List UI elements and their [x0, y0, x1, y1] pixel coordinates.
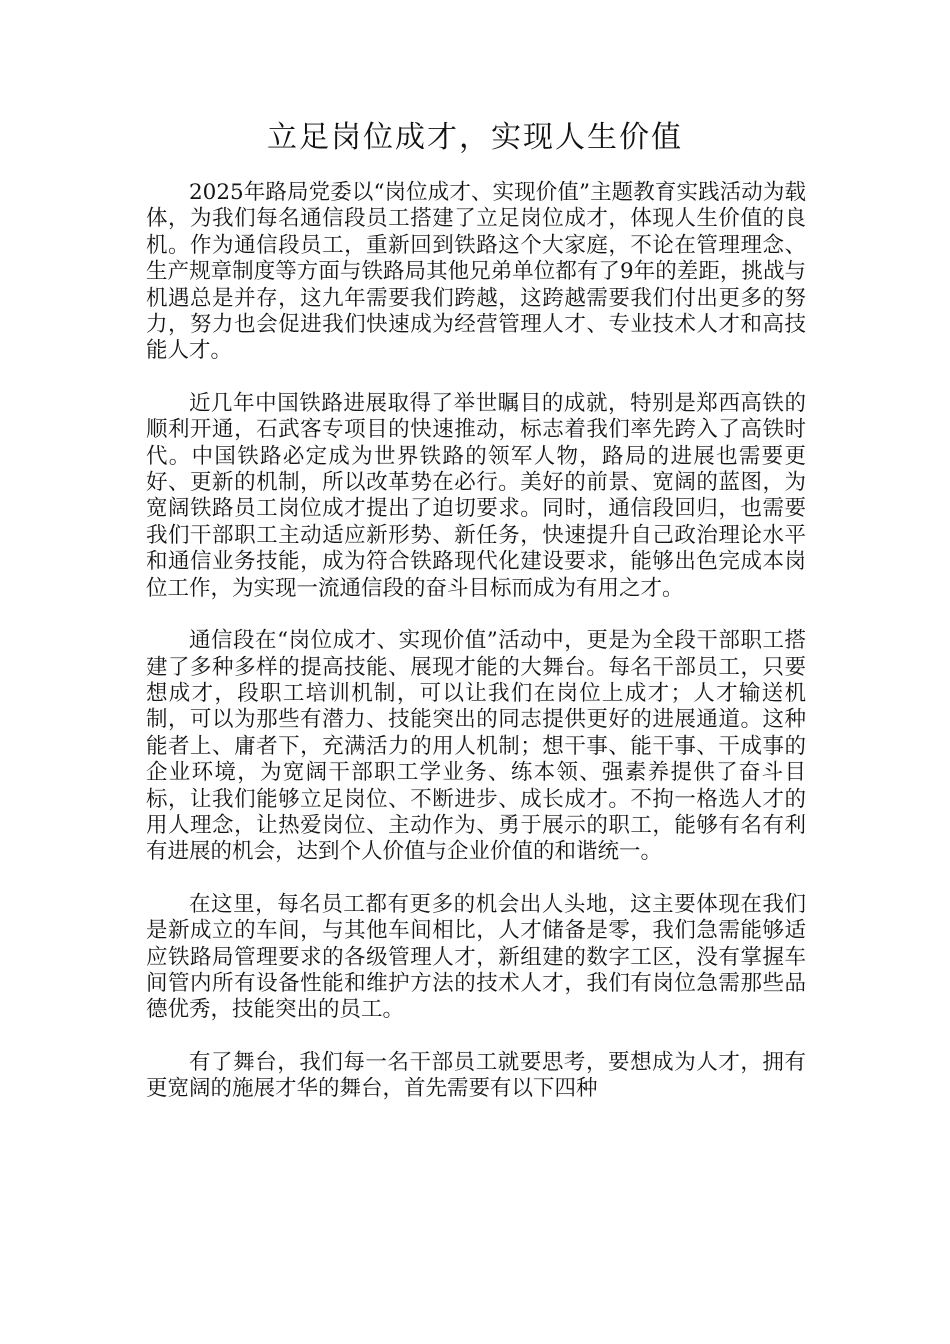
- document-body: [146, 180, 806, 1129]
- document-title: 立足岗位成才，实现人生价值: [267, 120, 683, 155]
- paragraph-5: 有了舞台，我们每一名干部员工就要思考，要想成为人才，拥有更宽阔的施展才华的舞台，首先需要有以下四种: [146, 1049, 806, 1102]
- paragraph-4: 在这里，每名员工都有更多的机会出人头地，这主要体现在我们是新成立的车间，与其他车间相比，人才储备是零，我们急需能够适应铁路局管理要求的各级管理人才，新组建的数字工区，没有掌握车间管内所有设备性能和维护方法的技术人才，我们有岗位急需那些品德优秀，技能突出的员工。: [146, 891, 806, 1023]
- paragraph-2: 近几年中国铁路进展取得了举世瞩目的成就，特别是郑西高铁的顺利开通，石武客专项目的快速推动，标志着我们率先跨入了高铁时代。中国铁路必定成为世界铁路的领军人物，路局的进展也需要更好、更新的机制，所以改革势在必行。美好的前景、宽阔的蓝图，为宽阔铁路员工岗位成才提出了迫切要求。同时，通信段回归，也需要我们干部职工主动适应新形势、新任务，快速提升自己政治理论水平和通信业务技能，成为符合铁路现代化建设要求，能够出色完成本岗位工作，为实现一流通信段的奋斗目标而成为有用之才。: [146, 390, 806, 601]
- paragraph-1: 2025年路局党委以“岗位成才、实现价值”主题教育实践活动为载体，为我们每名通信段员工搭建了立足岗位成才，体现人生价值的良机。作为通信段员工，重新回到铁路这个大家庭，不论在管理理念、生产规章制度等方面与铁路局其他兄弟单位都有了9年的差距，挑战与机遇总是并存，这九年需要我们跨越，这跨越需要我们付出更多的努力，努力也会促进我们快速成为经营管理人才、专业技术人才和高技能人才。: [146, 180, 806, 364]
- paragraph-3: 通信段在“岗位成才、实现价值”活动中，更是为全段干部职工搭建了多种多样的提高技能、展现才能的大舞台。每名干部员工，只要想成才，段职工培训机制，可以让我们在岗位上成才；人才输送机制，可以为那些有潜力、技能突出的同志提供更好的进展通道。这种能者上、庸者下，充满活力的用人机制；想干事、能干事、干成事的企业环境，为宽阔干部职工学业务、练本领、强素养提供了奋斗目标，让我们能够立足岗位、不断进步、成长成才。不拘一格选人才的用人理念，让热爱岗位、主动作为、勇于展示的职工，能够有名有利有进展的机会，达到个人价值与企业价值的和谐统一。: [146, 628, 806, 865]
